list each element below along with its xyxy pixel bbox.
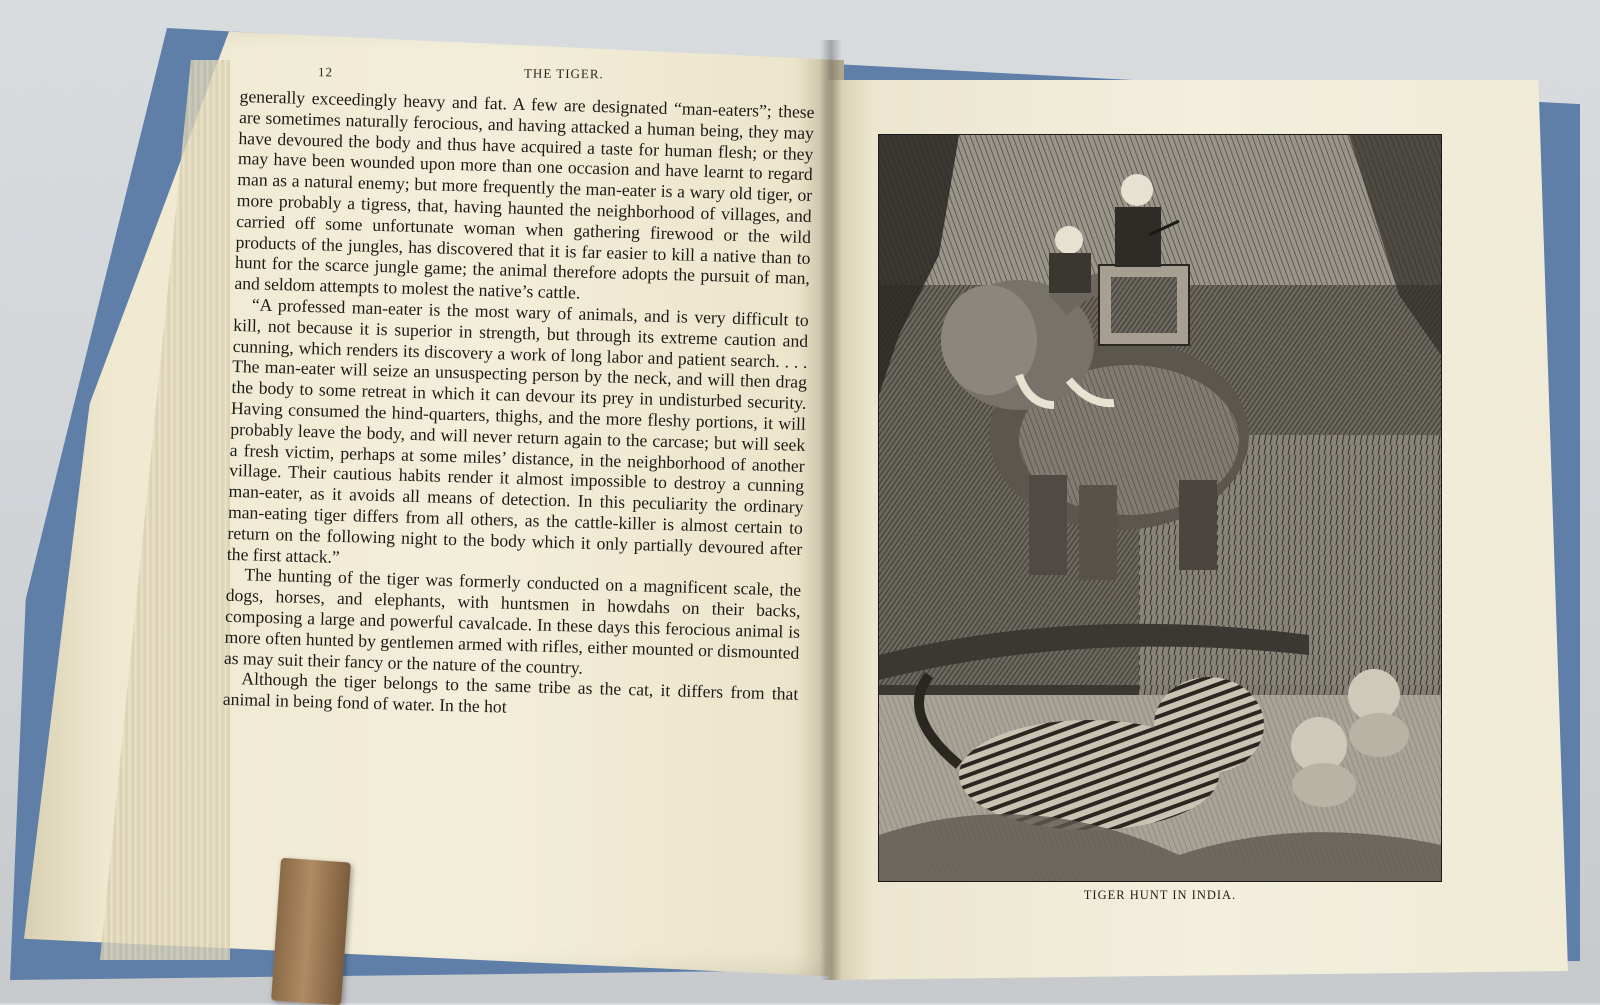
page-number: 12: [317, 64, 334, 80]
paragraph: generally exceedingly heavy and fat. A few are designated “man-eaters”; these are sometimes naturally ferocious, and having attacked a human being, they may have devoured the body and thus have acquired a taste for human flesh; or they may have been wounded upon more than one occasion and have learnt to regard man as a natural enemy; but more frequently the man-eater is a wary old tiger, or more probably a tigress, that, having haunted the neighborhood of villages, and carried off some unfortunate woman when gathering firewood or the wild products of the jungles, has discovered that it is far easier to kill a native than to hunt for the scarce jungle game; the animal therefore adopts the pursuit of man, and seldom attempts to molest the native’s cattle.: [234, 86, 815, 303]
tiger-hunt-illustration: [879, 135, 1441, 881]
wooden-clip: [271, 858, 351, 1005]
page-header: [318, 64, 808, 87]
body-text: [223, 86, 815, 726]
paragraph: “A professed man-eater is the most wary of animals, and is very difficult to kill, not because it is superior in strength, but through its extreme caution and cunning, which renders its discovery a work of long labor and patient search. . . . The man-eater will seize an unsuspecting person by the neck, and will then drag the body to some retreat in which it can devour its prey in undisturbed security. Having consumed the hind-quarters, thighs, and the more fleshy portions, it will probably leave the body, and will never return again to the carcase; but will seek a fresh victim, perhaps at some miles’ distance, in the neighborhood of another village. Their cautious habits render it almost impossible to destroy a cunning man-eater, as it avoids all means of detection. In this peculiarity the ordinary man-eating tiger differs from all others, as the cattle-killer is almost certain to return on the following night to the body which it only partially devoured after the first attack.”: [226, 294, 809, 567]
book-gutter: [820, 40, 842, 980]
paragraph: The hunting of the tiger was formerly conducted on a magnificent scale, the dogs, horses, and elephants, with huntsmen in howdahs on their backs, composing a large and powerful cavalcade. In these days this ferocious animal is more often hunted by gentlemen armed with rifles, either mounted or dismounted as may suit their fancy or the nature of the country.: [223, 564, 802, 678]
paragraph: Although the tiger belongs to the same tribe as the cat, it differs from that animal in being fond of water. In the hot: [222, 668, 799, 717]
plate-caption: TIGER HUNT IN INDIA.: [1083, 888, 1237, 902]
engraving-plate: [878, 134, 1442, 882]
running-head: THE TIGER.: [523, 65, 604, 82]
